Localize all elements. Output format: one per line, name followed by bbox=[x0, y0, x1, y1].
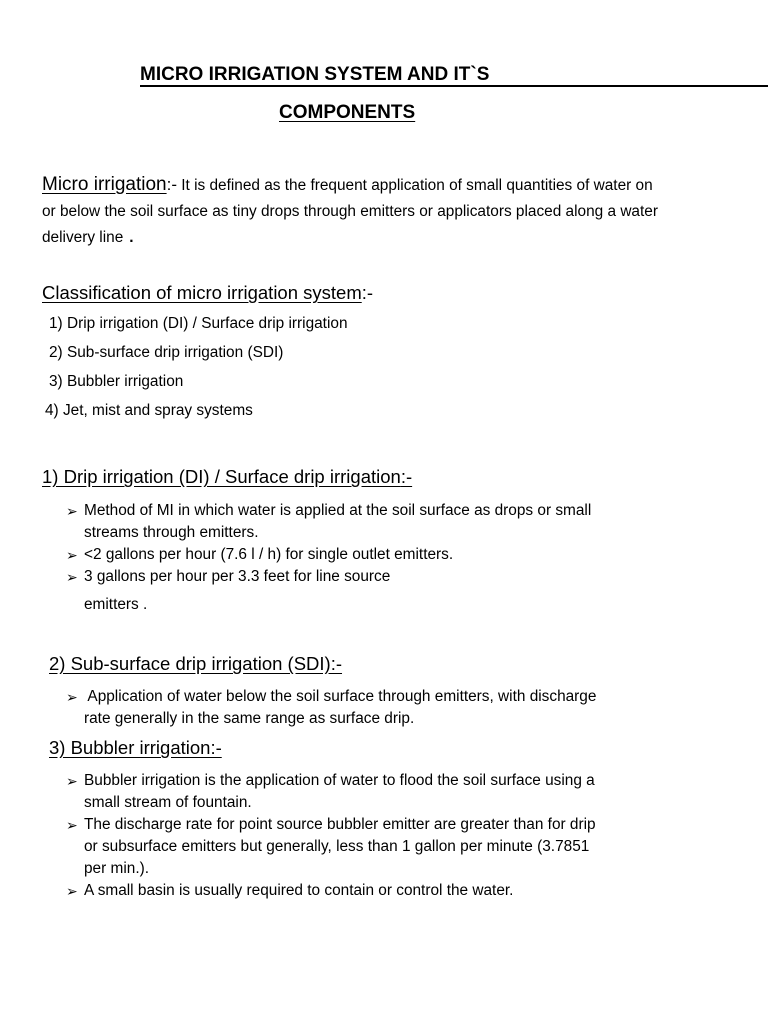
classification-heading: Classification of micro irrigation system:- bbox=[42, 282, 374, 303]
definition-period: . bbox=[129, 229, 134, 246]
arrow-bullet-icon: ➢ bbox=[66, 547, 78, 563]
section-bubbler-bullets bbox=[66, 770, 766, 902]
arrow-bullet-icon: ➢ bbox=[66, 503, 78, 519]
arrow-bullet-icon: ➢ bbox=[66, 883, 78, 899]
section-subsurface-heading: 2) Sub-surface drip irrigation (SDI):- bbox=[49, 653, 343, 674]
definition-line-3 bbox=[42, 225, 768, 251]
arrow-bullet-icon: ➢ bbox=[66, 773, 78, 789]
list-item: ➢ Bubbler irrigation is the application of water to flood the soil surface using a small stream of fountain. bbox=[66, 772, 595, 811]
classification-item-4: 4) Jet, mist and spray systems bbox=[45, 402, 253, 419]
list-item: ➢ <2 gallons per hour (7.6 l / h) for single outlet emitters. bbox=[66, 544, 766, 566]
definition-separator: :- bbox=[166, 175, 177, 194]
title-underline-rule bbox=[140, 85, 768, 87]
section-drip-heading: 1) Drip irrigation (DI) / Surface drip irrigation:- bbox=[42, 466, 413, 487]
arrow-bullet-icon: ➢ bbox=[66, 569, 78, 585]
page-title-line-1: MICRO IRRIGATION SYSTEM AND IT`S bbox=[140, 64, 490, 85]
list-item: ➢ Method of MI in which water is applied at the soil surface as drops or small streams through emitters. bbox=[66, 502, 592, 541]
definition-line-2: or below the soil surface as tiny drops through emitters or applicators placed along a water bbox=[42, 203, 658, 220]
definition-paragraph bbox=[42, 172, 768, 251]
classification-item-1: 1) Drip irrigation (DI) / Surface drip irrigation bbox=[49, 315, 348, 332]
list-item: ➢ 3 gallons per hour per 3.3 feet for line source emitters . bbox=[66, 568, 391, 613]
classification-item-2: 2) Sub-surface drip irrigation (SDI) bbox=[49, 344, 284, 361]
section-bubbler-heading: 3) Bubbler irrigation:- bbox=[49, 737, 222, 758]
definition-text-1: It is defined as the frequent application of small quantities of water on bbox=[176, 177, 653, 194]
definition-term: Micro irrigation bbox=[42, 174, 167, 195]
section-subsurface-bullets bbox=[66, 686, 766, 730]
list-item: ➢ A small basin is usually required to contain or control the water. bbox=[66, 880, 766, 902]
arrow-bullet-icon: ➢ bbox=[66, 689, 78, 705]
page-title-line-2: COMPONENTS bbox=[279, 102, 416, 123]
list-item: ➢ The discharge rate for point source bubbler emitter are greater than for drip or subsurface emitters but generally, less than 1 gallon per minute (3.7851 per min.). bbox=[66, 816, 596, 877]
classification-item-3: 3) Bubbler irrigation bbox=[49, 373, 184, 390]
list-item: ➢ Application of water below the soil surface through emitters, with discharge rate generally in the same range as surface drip. bbox=[66, 688, 597, 727]
definition-text-3: delivery line bbox=[42, 229, 124, 246]
section-drip-bullets bbox=[66, 500, 766, 616]
arrow-bullet-icon: ➢ bbox=[66, 817, 78, 833]
definition-line-1 bbox=[42, 172, 768, 199]
